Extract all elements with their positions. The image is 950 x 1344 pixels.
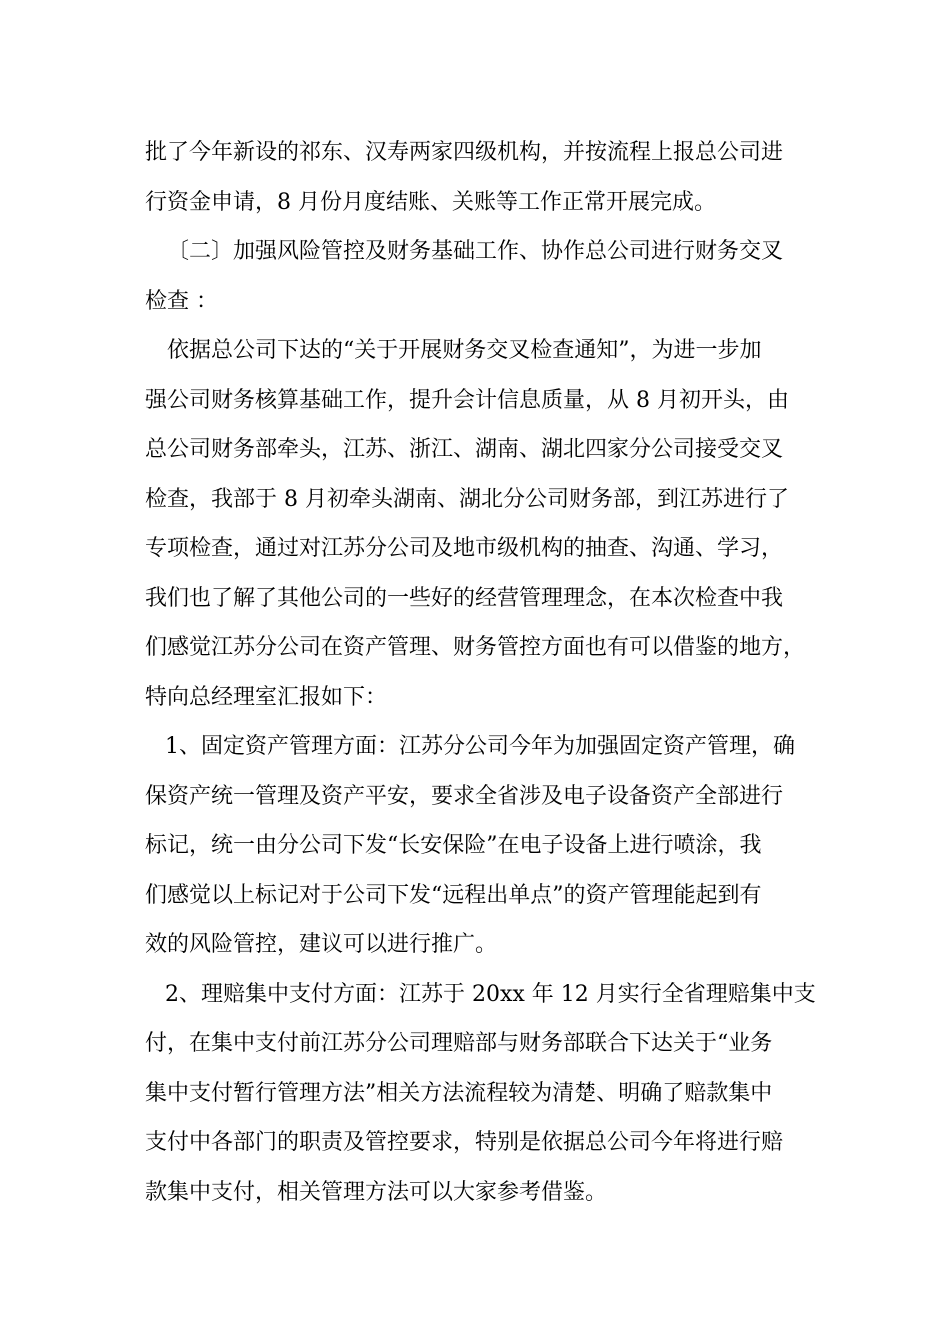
text-line: 总公司财务部牵头，江苏、浙江、湖南、湖北四家分公司接受交叉 [145, 437, 784, 462]
text-line: 强公司财务核算基础工作，提升会计信息质量，从 8 月初开头，由 [145, 387, 789, 413]
section-heading-continued: 检查 ： [145, 288, 218, 314]
text-line: 批了今年新设的祁东、汉寿两家四级机构，并按流程上报总公司进 [145, 140, 784, 165]
text-line: 行资金申请，8 月份月度结账、关账等工作正常开展完成。 [145, 189, 716, 215]
text-line: 效的风险管控，建议可以进行推广。 [145, 932, 498, 957]
text-line: 付，在集中支付前江苏分公司理赔部与财务部联合下达关于“业务 [145, 1031, 773, 1056]
text-line: 特向总经理室汇报如下： [145, 684, 388, 710]
text-line: 们感觉江苏分公司在资产管理、财务管控方面也有可以借鉴的地方， [145, 635, 806, 660]
text-line: 款集中支付，相关管理方法可以大家参考借鉴。 [145, 1179, 608, 1205]
document-body [145, 128, 820, 1217]
text-line: 我们也了解了其他公司的一些好的经营管理理念，在本次检查中我 [145, 585, 784, 611]
section-heading: 〔二〕加强风险管控及财务基础工作、协作总公司进行财务交叉 [167, 239, 784, 264]
text-line: 集中支付暂行管理方法”相关方法流程较为清楚、明确了赔款集中 [145, 1080, 773, 1106]
text-line: 们感觉以上标记对于公司下发“远程出单点”的资产管理能起到有 [145, 882, 762, 908]
text-line: 标记，统一由分公司下发“长安保险”在电子设备上进行喷涂，我 [145, 833, 762, 858]
text-line: 检查，我部于 8 月初牵头湖南、湖北分公司财务部，到江苏进行了 [145, 486, 789, 512]
list-item-1: 1、固定资产管理方面：江苏分公司今年为加强固定资产管理，确 [165, 734, 795, 759]
text-line: 专项检查，通过对江苏分公司及地市级机构的抽查、沟通、学习， [145, 536, 784, 561]
text-line: 支付中各部门的职责及管控要求，特别是依据总公司今年将进行赔 [145, 1130, 784, 1155]
text-line: 保资产统一管理及资产平安，要求全省涉及电子设备资产全部进行 [145, 783, 784, 809]
list-item-2: 2、理赔集中支付方面：江苏于 20xx 年 12 月实行全省理赔集中支 [165, 981, 816, 1007]
text-line: 依据总公司下达的“关于开展财务交叉检查通知”，为进一步加 [167, 338, 762, 363]
